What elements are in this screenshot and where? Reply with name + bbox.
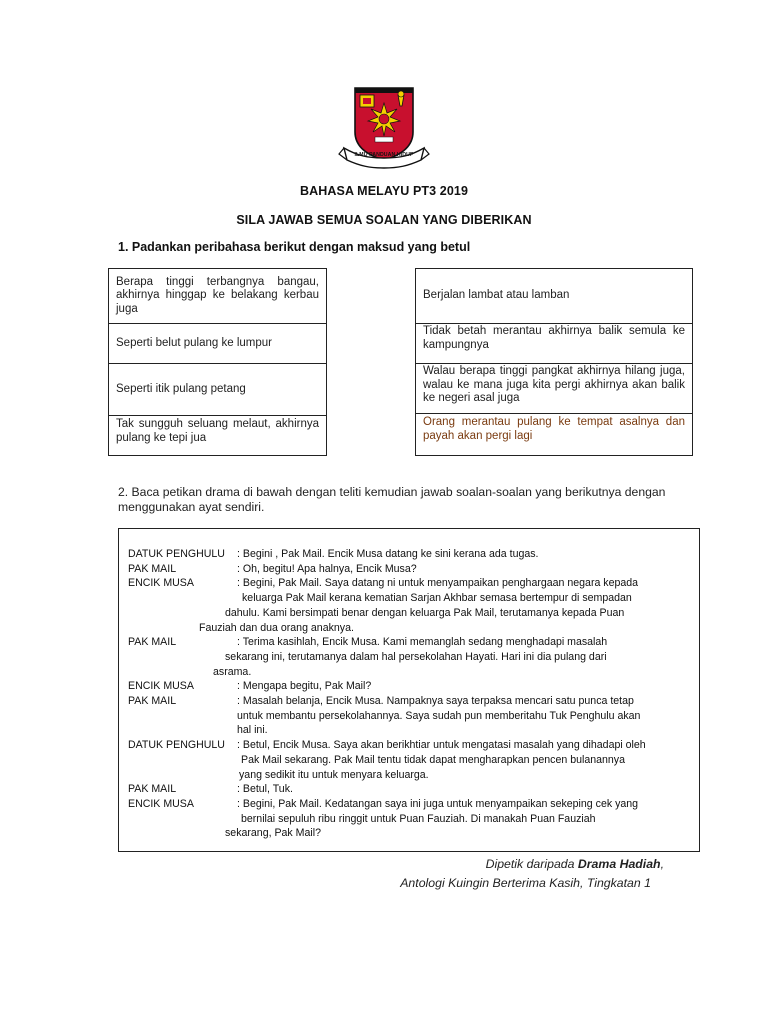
drama-line: Pak Mail sekarang. Pak Mail tentu tidak dapat mengharapkan pencen bulanannya [241,753,625,766]
proverb-cell [109,415,326,455]
meaning-text: Tidak betah merantau akhirnya balik semula ke kampungnya [423,325,685,351]
proverb-text: Seperti belut pulang ke lumpur [116,336,272,349]
drama-line: dahulu. Kami bersimpati benar dengan keluarga Pak Mail, terutamanya kepada Puan [225,606,625,619]
drama-line: : Begini, Pak Mail. Saya datang ni untuk menyampaikan penghargaan negara kepada [237,577,639,590]
meaning-cell [416,413,692,455]
school-crest [338,82,430,174]
drama-line: hal ini. [237,724,268,737]
drama-line: : Oh, begitu! Apa halnya, Encik Musa? [237,562,417,575]
drama-speaker: PAK MAIL [128,636,177,649]
drama-speaker: PAK MAIL [128,695,177,707]
document-title: BAHASA MELAYU PT3 2019 [300,184,468,198]
proverb-text: Berapa tinggi terbangnya bangau, akhirnya hinggap ke belakang kerbau juga [116,275,319,315]
meaning-text: Berjalan lambat atau lamban [423,289,570,302]
drama-speaker: ENCIK MUSA [128,680,194,693]
source-citation [486,857,664,871]
meaning-cell [416,363,692,407]
drama-line: : Begini, Pak Mail. Kedatangan saya ini juga untuk menyampaikan sekeping cek yang [237,797,639,810]
meaning-text: Walau berapa tinggi pangkat akhirnya hilang juga, walau ke mana juga kita pergi akhirnya akan balik ke negeri asal juga [423,365,685,404]
crest-emblem-icon [338,82,430,174]
question-2-prompt: 2. Baca petikan drama di bawah dengan teliti kemudian jawab soalan-soalan yang berikutnya dengan menggunakan ayat sendiri. [118,485,666,514]
drama-line: bernilai sepuluh ribu ringgit untuk Puan Fauziah. Di manakah Puan Fauziah [241,812,596,825]
drama-line: Fauziah dan dua orang anaknya. [199,621,354,634]
drama-excerpt-box [118,528,700,852]
source-suffix: , [660,857,664,871]
proverb-cell [109,323,326,363]
drama-line: sekarang, Pak Mail? [225,827,321,840]
source-work-title: Drama Hadiah [577,857,661,871]
drama-line: sekarang ini, terutamanya dalam hal persekolahan Hayati. Hari ini dia pulang dari [225,650,607,663]
proverb-text: Tak sungguh seluang melaut, akhirnya pulang ke tepi jua [116,418,319,444]
drama-speaker: ENCIK MUSA [128,577,194,590]
drama-line: : Masalah belanja, Encik Musa. Nampaknya saya terpaksa mencari satu punca tetap [237,695,634,707]
meaning-text: Orang merantau pulang ke tempat asalnya dan payah akan pergi lagi [423,416,685,442]
proverb-text: Seperti itik pulang petang [116,382,246,395]
drama-line: : Betul, Encik Musa. Saya akan berikhtiar untuk mengatasi masalah yang dihadapi oleh [237,739,646,752]
drama-speaker: DATUK PENGHULU [128,739,225,752]
meaning-cell [416,323,692,363]
drama-line: : Betul, Tuk. [237,783,293,796]
drama-speaker: DATUK PENGHULU [128,548,225,560]
proverb-cell [109,363,326,415]
meaning-column [415,268,693,456]
proverb-column [108,268,327,456]
drama-line: asrama. [213,665,252,678]
drama-line: : Terima kasihlah, Encik Musa. Kami memanglah sedang menghadapi masalah [237,636,608,649]
source-anthology: Antologi Kuingin Berterima Kasih, Tingkatan 1 [400,876,651,890]
drama-speaker: PAK MAIL [128,562,177,575]
meaning-cell [416,269,692,323]
drama-line: : Begini , Pak Mail. Encik Musa datang ke sini kerana ada tugas. [237,548,539,560]
question-1-prompt: 1. Padankan peribahasa berikut dengan maksud yang betul [118,240,471,254]
drama-speaker: PAK MAIL [128,783,177,796]
drama-line: keluarga Pak Mail kerana kematian Sarjan Akhbar semasa bertempur di sempadan [242,592,632,605]
proverb-cell [109,269,326,323]
crest-motto: ILMU PANDUAN HIDUP [354,152,414,158]
drama-line: : Mengapa begitu, Pak Mail? [237,680,372,693]
drama-line: yang sedikit itu untuk menyara keluarga. [239,768,429,781]
source-prefix: Dipetik daripada [485,857,578,871]
drama-speaker: ENCIK MUSA [128,797,194,810]
document-instruction: SILA JAWAB SEMUA SOALAN YANG DIBERIKAN [236,213,532,227]
drama-line: untuk membantu persekolahannya. Saya sudah pun memberitahu Tuk Penghulu akan [237,709,641,722]
